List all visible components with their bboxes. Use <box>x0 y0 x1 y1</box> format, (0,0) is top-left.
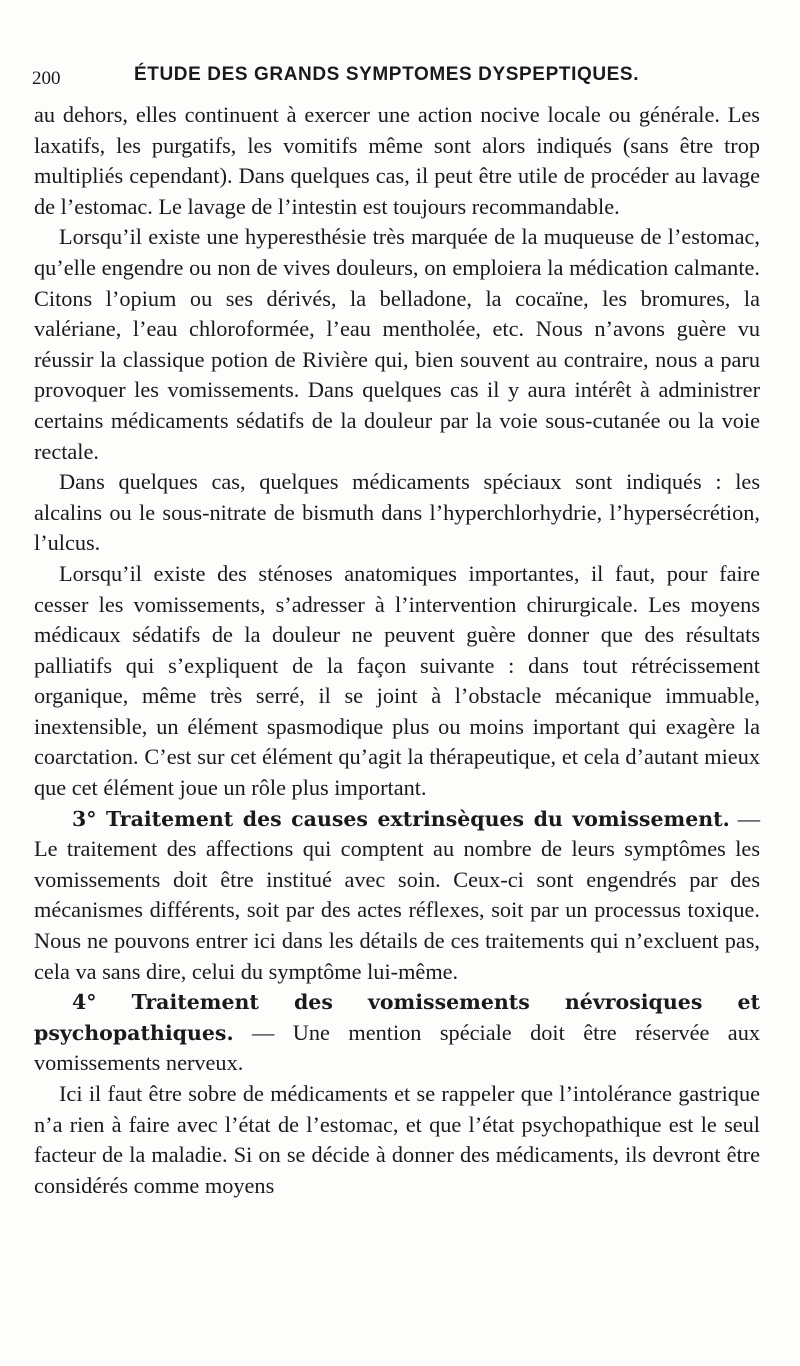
paragraph-text: — Le traitement des affections qui comptent au nombre de leurs symptômes les vomissements doit être institué avec soin. Ceux-ci sont engendrés par des mécanismes différents, soit par des actes réflexes, soit par un processus toxique. Nous ne pouvons entrer ici dans les détails de ces traitements qui n’excluent pas, cela va sans dire, celui du symptôme lui-même. <box>34 805 760 984</box>
paragraph-text: Ici il faut être sobre de médicaments et se rappeler que l’intolérance gastrique n’a rien à faire avec l’état de l’estomac, et que l’état psychopathique est le seul facteur de la maladie. Si on se décide à donner des médicaments, ils devront être considérés comme moyens <box>34 1081 760 1198</box>
paragraph-text: au dehors, elles continuent à exercer une action nocive locale ou générale. Les laxatifs, les purgatifs, les vomitifs même sont alors indiqués (sans être trop multipliés cependant). Dans quelques cas, il peut être utile de procéder au lavage de l’estomac. Le lavage de l’intestin est toujours recommandable. <box>34 102 760 219</box>
page-number: 200 <box>32 68 61 89</box>
paragraph <box>34 1079 760 1201</box>
page-header <box>32 60 772 100</box>
section-title: 4° Traitement des vomissements névrosiques et psychopathiques. <box>34 990 760 1045</box>
section-paragraph <box>34 987 760 1079</box>
paragraph-text: Dans quelques cas, quelques médicaments spéciaux sont indiqués : les alcalins ou le sous-nitrate de bismuth dans l’hyperchlorhydrie, l’hypersécrétion, l’ulcus. <box>34 469 760 556</box>
paragraph <box>34 100 760 222</box>
paragraph <box>34 222 760 467</box>
paragraph-text: Lorsqu’il existe une hyperesthésie très marquée de la muqueuse de l’estomac, qu’elle engendre ou non de vives douleurs, on emploiera la médication calmante. Citons l’opium ou ses dérivés, la belladone, la cocaïne, les bromures, la valériane, l’eau chloroformée, l’eau mentholée, etc. Nous n’avons guère vu réussir la classique potion de Rivière qui, bien souvent au contraire, nous a paru provoquer les vomissements. Dans quelques cas il y aura intérêt à administrer certains médicaments sédatifs de la douleur par la voie sous-cutanée ou la voie rectale. <box>34 224 760 464</box>
paragraph <box>34 559 760 804</box>
paragraph-text: Lorsqu’il existe des sténoses anatomiques importantes, il faut, pour faire cesser les vomissements, s’adresser à l’intervention chirurgicale. Les moyens médicaux sédatifs de la douleur ne peuvent guère donner que des résultats palliatifs qui s’expliquent de la façon suivante : dans tout rétrécissement organique, même très serré, il se joint à l’obstacle mécanique immuable, inextensible, un élément spasmodique plus ou moins important qui exagère la coarctation. C’est sur cet élément qu’agit la thérapeutique, et cela d’autant mieux que cet élément joue un rôle plus important. <box>34 560 760 801</box>
paragraph-text: — Une mention spéciale doit être réservée aux vomissements nerveux. <box>34 1019 760 1076</box>
running-head: ÉTUDE DES GRANDS SYMPTOMES DYSPEPTIQUES. <box>134 64 640 85</box>
section-paragraph <box>34 804 760 988</box>
section-title: 3° Traitement des causes extrinsèques du vomissement. <box>72 806 730 831</box>
paragraph <box>34 467 760 559</box>
body-text <box>34 100 760 1201</box>
